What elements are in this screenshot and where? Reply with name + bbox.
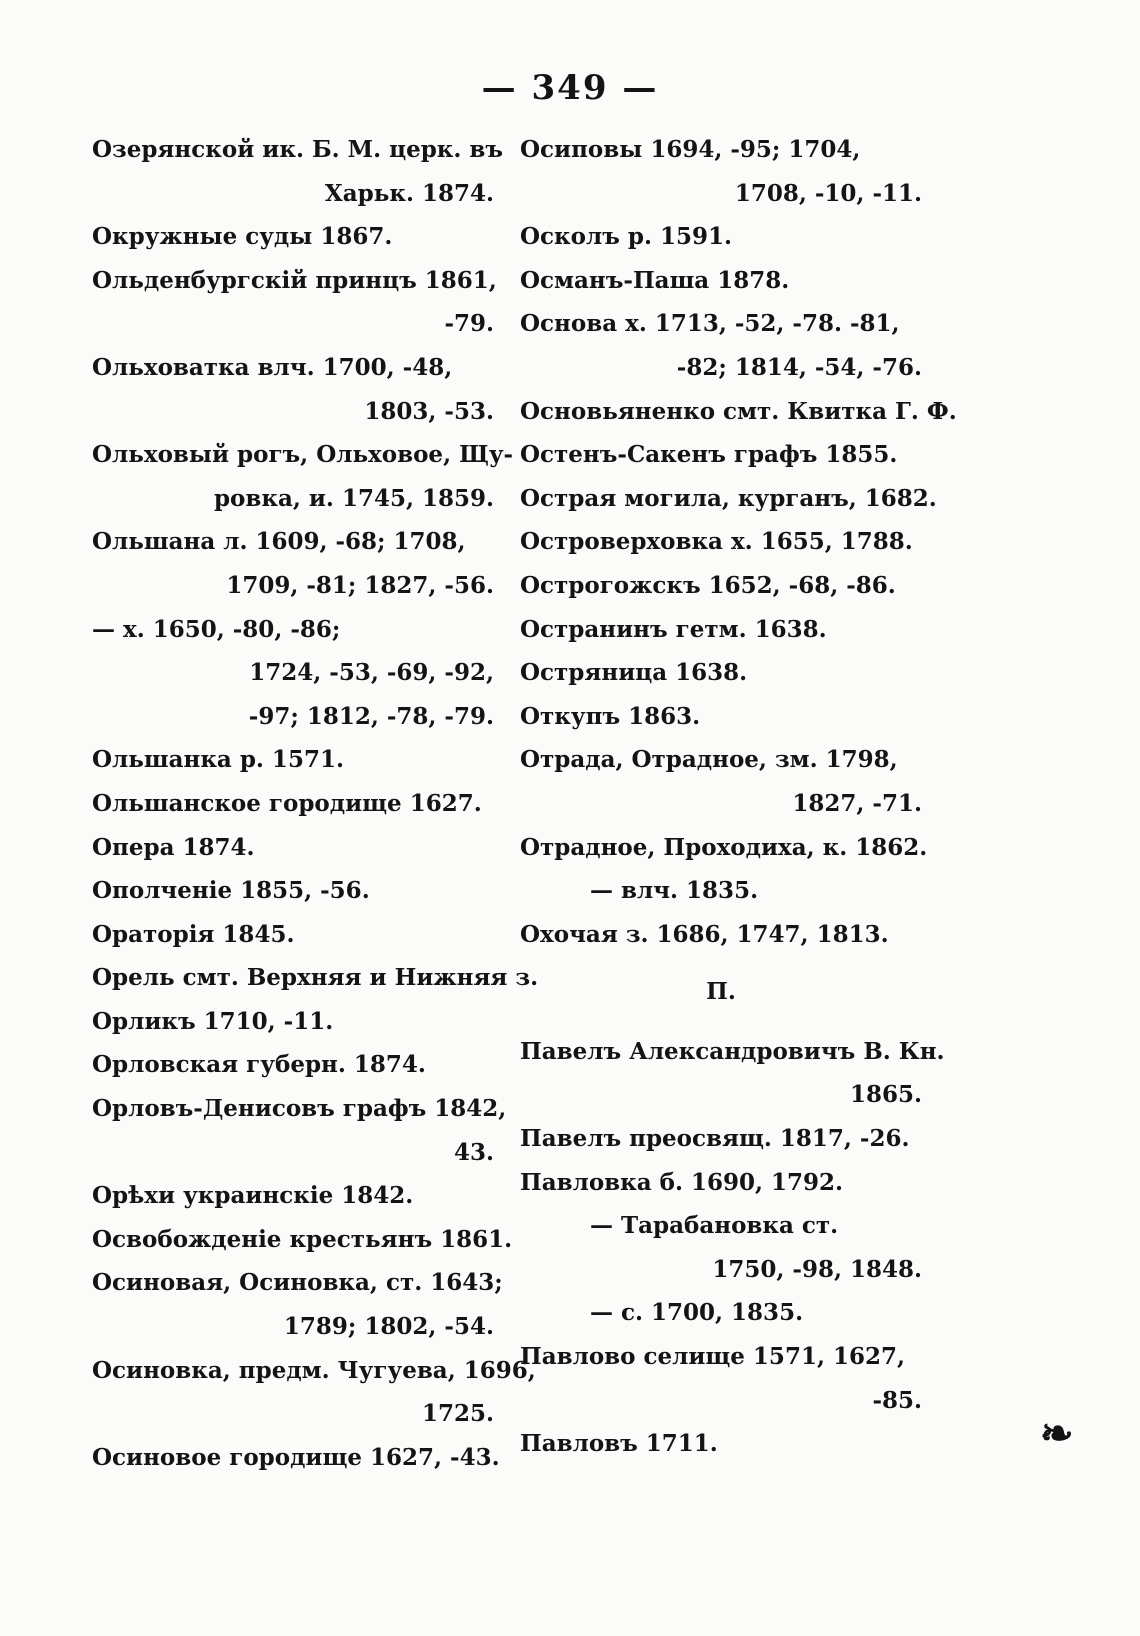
index-entry	[92, 1087, 507, 1174]
page-number: — 349 —	[481, 68, 659, 108]
index-entry	[92, 1261, 503, 1348]
index-entry-line: Осиповы 1694, -95; 1704,	[520, 136, 861, 163]
ink-mark: ❧	[1040, 1410, 1074, 1457]
index-entry-line: Орѣхи украинскіе 1842.	[92, 1182, 414, 1210]
index-entry	[520, 738, 922, 825]
index-entry-line: Озерянской ик. Б. М. церк. въ	[92, 136, 504, 163]
index-entry-line: Освобожденіе крестьянъ 1861.	[92, 1225, 513, 1253]
index-entry-continuation: 1709, -81; 1827, -56.	[226, 571, 494, 599]
index-entry	[520, 1335, 922, 1422]
index-entry	[92, 782, 494, 826]
index-entry-continuation: 1865.	[849, 1081, 922, 1109]
index-entry-line: Ополченіе 1855, -56.	[92, 877, 370, 905]
index-entry	[520, 1204, 922, 1291]
index-entry-line: Павлово селище 1571, 1627,	[520, 1343, 905, 1371]
index-entry-line: — х. 1650, -80, -86;	[92, 615, 341, 643]
index-entry	[520, 695, 922, 739]
index-entry	[92, 259, 497, 346]
index-entry-continuation: 1708, -10, -11.	[734, 179, 922, 207]
index-entry	[92, 433, 514, 520]
index-entry-line: Острогожскъ 1652, -68, -86.	[520, 571, 896, 599]
index-entry-line: Отрада, Отрадное, зм. 1798,	[520, 746, 898, 774]
index-entry-continuation: -79.	[444, 310, 494, 338]
index-entry-line: Опера 1874.	[92, 833, 255, 861]
index-entry-line: Ольховый рогъ, Ольховое, Щу-	[92, 441, 514, 469]
index-entry-line: Осиновое городище 1627, -43.	[92, 1443, 500, 1471]
index-entry	[92, 1436, 500, 1480]
index-entry	[520, 1161, 922, 1205]
index-entry	[92, 956, 539, 1000]
index-entry	[92, 826, 494, 870]
index-column-left	[92, 128, 539, 1479]
index-entry-line: Орликъ 1710, -11.	[92, 1007, 334, 1035]
index-entry-line: Ольденбургскій принцъ 1861,	[92, 266, 497, 294]
index-entry-line: Павловъ 1711.	[520, 1430, 718, 1458]
index-entry	[520, 128, 922, 215]
index-entry-line: Осколъ р. 1591.	[520, 223, 732, 251]
index-entry-line: Павелъ преосвящ. 1817, -26.	[520, 1125, 910, 1153]
index-entry	[520, 1291, 922, 1335]
index-entry	[520, 869, 922, 913]
index-entry	[520, 477, 937, 521]
index-column-right	[520, 128, 957, 1466]
index-entry-line: Откупъ 1863.	[520, 702, 701, 730]
index-entry-line: Орловъ-Денисовъ графъ 1842,	[92, 1095, 507, 1123]
index-section-p	[520, 1030, 945, 1466]
index-entry-continuation: 1827, -71.	[792, 789, 922, 817]
index-entry-continuation: 1789; 1802, -54.	[283, 1313, 494, 1341]
index-entry-line: Отрадное, Проходиха, к. 1862.	[520, 833, 928, 861]
index-entry-line: Орловская губерн. 1874.	[92, 1051, 426, 1079]
index-entry	[520, 1422, 922, 1466]
index-entry-continuation: 1724, -53, -69, -92,	[249, 659, 494, 687]
index-entry-line: Основьяненко смт. Квитка Г. Ф.	[520, 397, 957, 425]
index-entry	[92, 346, 494, 433]
index-entry	[92, 869, 494, 913]
index-entry-line: — влч. 1835.	[590, 877, 759, 905]
index-entry-continuation: -85.	[872, 1386, 922, 1414]
index-entry	[520, 433, 922, 477]
index-entry	[520, 826, 928, 870]
index-entry-line: Павелъ Александровичъ В. Кн.	[520, 1037, 945, 1065]
index-entry-line: Островерховка х. 1655, 1788.	[520, 528, 913, 556]
index-entry	[520, 520, 922, 564]
index-entry	[520, 651, 922, 695]
index-entry	[520, 215, 922, 259]
index-entry	[92, 608, 494, 739]
index-entry-line: Окружные суды 1867.	[92, 223, 393, 251]
index-entry-line: Ольховатка влч. 1700, -48,	[92, 353, 453, 381]
index-entry-line: — Тарабановка ст.	[590, 1212, 839, 1240]
index-entry-line: — с. 1700, 1835.	[590, 1299, 804, 1327]
index-entry	[92, 913, 494, 957]
index-entry-line: Павловка б. 1690, 1792.	[520, 1168, 844, 1196]
index-entry-line: Основа х. 1713, -52, -78. -81,	[520, 310, 900, 338]
index-entry-continuation: -97; 1812, -78, -79.	[248, 702, 494, 730]
index-entry	[92, 1000, 494, 1044]
index-entry-continuation: 1803, -53.	[364, 397, 494, 425]
index-entry-continuation: 1725.	[421, 1400, 494, 1428]
index-entry-continuation: 1750, -98, 1848.	[712, 1255, 922, 1283]
index-entry	[520, 1117, 922, 1161]
index-entry	[520, 390, 957, 434]
index-entry	[92, 1349, 536, 1436]
index-entry-line: Османъ-Паша 1878.	[520, 266, 790, 294]
index-entry	[92, 738, 494, 782]
index-entry	[520, 302, 922, 389]
index-entry-line: Осиновка, предм. Чугуева, 1696,	[92, 1356, 536, 1384]
index-entry-line: Остенъ-Сакенъ графъ 1855.	[520, 441, 898, 469]
index-entry	[520, 608, 922, 652]
index-section-o-continued	[520, 128, 957, 956]
index-entry-line: Орель смт. Верхняя и Нижняя з.	[92, 964, 539, 992]
index-entry-line: Ольшана л. 1609, -68; 1708,	[92, 528, 466, 556]
index-entry-line: Охочая з. 1686, 1747, 1813.	[520, 920, 889, 948]
index-entry	[92, 520, 494, 607]
index-entry	[92, 215, 494, 259]
index-entry-line: Остряница 1638.	[520, 659, 748, 687]
index-entry-line: Остранинъ гетм. 1638.	[520, 615, 827, 643]
index-entry-line: Осиновая, Осиновка, ст. 1643;	[92, 1269, 503, 1297]
index-entry	[520, 259, 922, 303]
index-entry-line: Ольшанка р. 1571.	[92, 746, 344, 774]
index-entry	[520, 1030, 945, 1117]
index-entry	[92, 1218, 513, 1262]
index-entry-continuation: Харьк. 1874.	[324, 179, 494, 207]
index-entry	[92, 1043, 494, 1087]
index-entry	[92, 1174, 494, 1218]
index-entry-line: Острая могила, курганъ, 1682.	[520, 484, 937, 512]
index-entry	[520, 913, 922, 957]
index-entry-line: Ольшанское городище 1627.	[92, 789, 482, 817]
index-entry-continuation: 43.	[453, 1138, 494, 1166]
section-letter-heading: П.	[706, 978, 736, 1006]
index-entry	[520, 564, 922, 608]
index-entry	[92, 128, 504, 215]
index-entry-continuation: -82; 1814, -54, -76.	[676, 353, 922, 381]
index-entry-line: Ораторія 1845.	[92, 920, 295, 948]
index-entry-continuation: ровка, и. 1745, 1859.	[213, 484, 494, 512]
